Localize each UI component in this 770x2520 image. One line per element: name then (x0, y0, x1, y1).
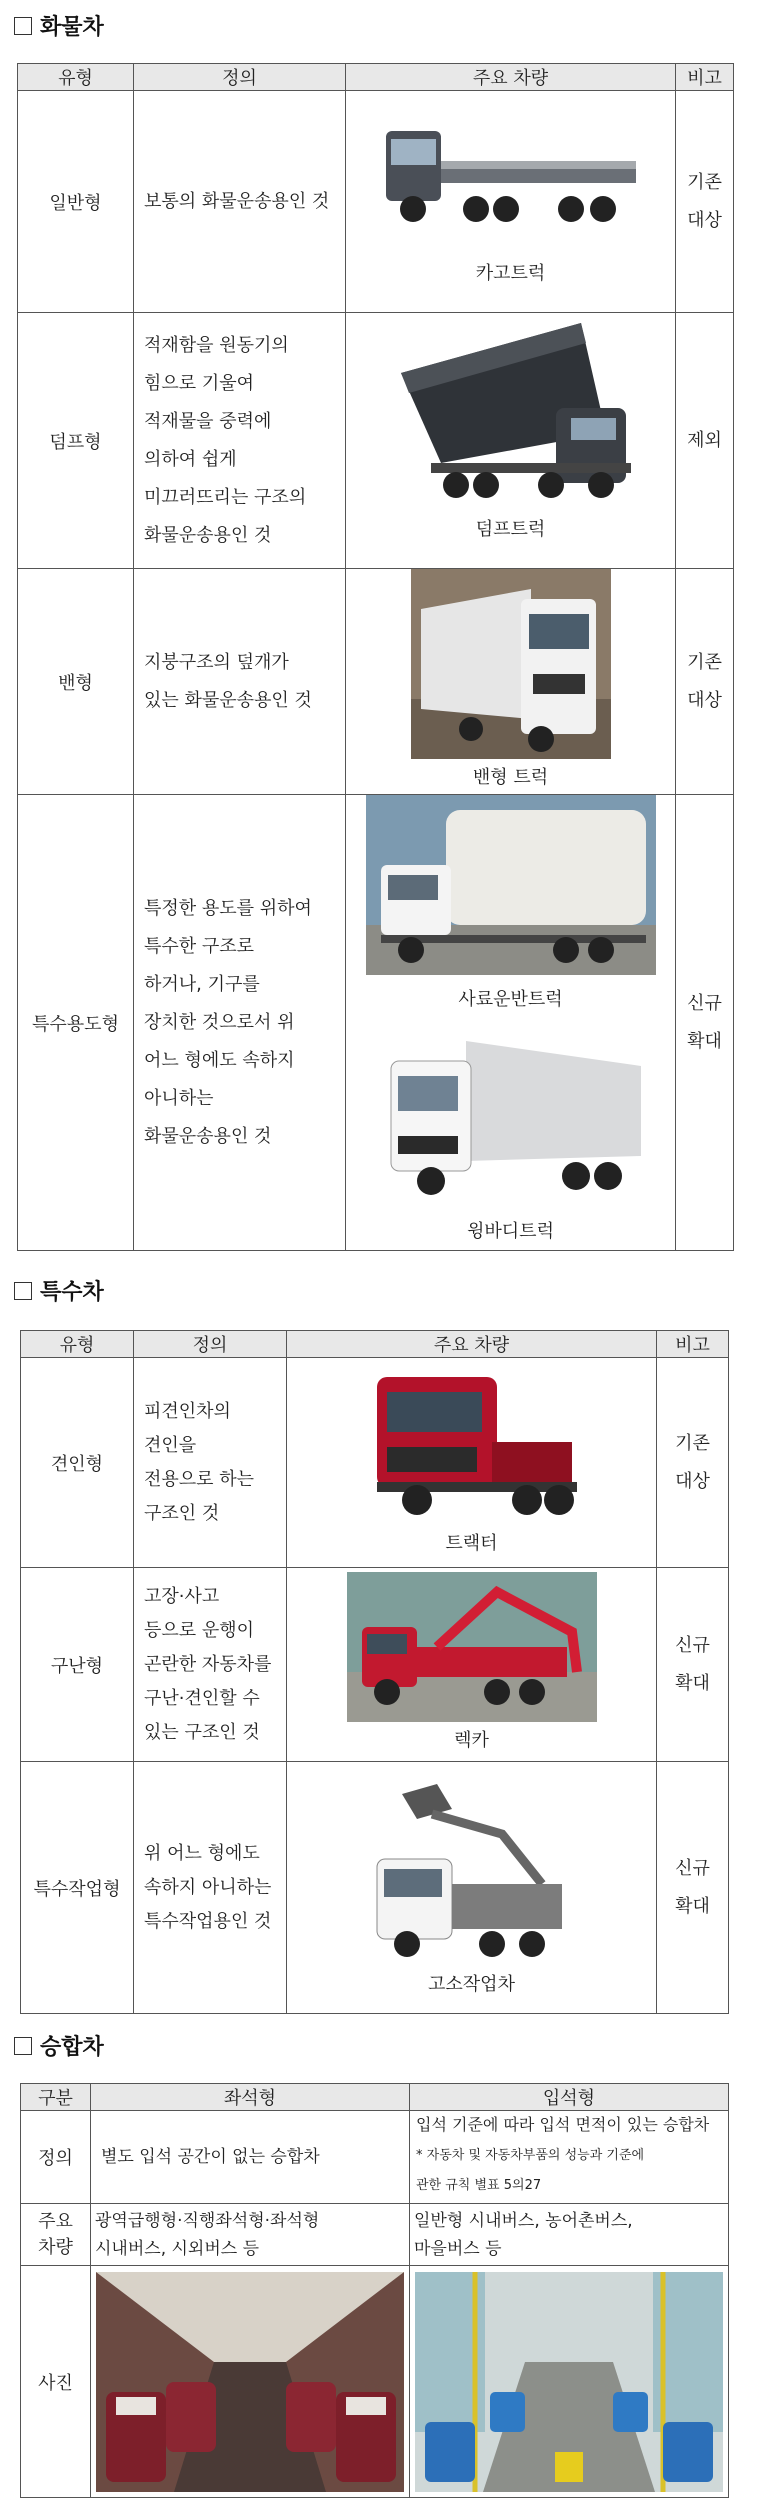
vehicle-caption: 트랙터 (445, 1533, 498, 1554)
row-definition: 적재함을 원동기의 힘으로 기울여 적재물을 중력에 의하여 쉽게 미끄러뜨리는 구조의 화물운송용인 것 (134, 313, 346, 569)
row-vehicle-cell (346, 313, 676, 569)
aerial-work-truck-image (362, 1774, 582, 1964)
table-header-row (21, 2084, 729, 2111)
vehicle-caption: 사료운반트럭 (458, 989, 563, 1010)
standing-main-vehicles: 일반형 시내버스, 농어촌버스, 마을버스 등 (410, 2204, 729, 2266)
row-note: 기존 대상 (657, 1358, 729, 1568)
header-note: 비고 (657, 1331, 729, 1358)
standing-photo-cell (410, 2266, 729, 2498)
row-definition: 특정한 용도를 위하여 특수한 구조로 하거나, 기구를 장치한 것으로서 위 어느 형에도 속하지 아니하는 화물운송용인 것 (134, 795, 346, 1251)
row-vehicle-cell (346, 91, 676, 313)
row-definition: 피견인차의 견인을 전용으로 하는 구조인 것 (134, 1358, 287, 1568)
vehicle-caption: 렉카 (454, 1730, 489, 1751)
seat-definition: 별도 입석 공간이 없는 승합차 (91, 2111, 410, 2204)
table-row (18, 569, 734, 795)
table-row (18, 795, 734, 1251)
table-header-row (18, 64, 734, 91)
row-note: 기존 대상 (676, 569, 734, 795)
row-label-photo: 사진 (21, 2266, 91, 2498)
seat-bus-interior-image (96, 2272, 404, 2492)
vehicle-caption: 카고트럭 (475, 263, 546, 284)
row-definition: 고장·사고 등으로 운행이 곤란한 자동차를 구난·견인할 수 있는 구조인 것 (134, 1568, 287, 1762)
row-note: 신규 확대 (676, 795, 734, 1251)
cargo-truck-image (371, 91, 651, 251)
vehicle-caption: 덤프트럭 (475, 519, 546, 540)
checkbox-square-icon (14, 17, 32, 35)
van-table (20, 2083, 729, 2498)
standing-definition-note: * 자동차 및 자동차부품의 성능과 기준에 관한 규칙 별표 5의27 (416, 2148, 645, 2193)
vehicle-caption: 고소작업차 (428, 1974, 515, 1995)
row-label-definition: 정의 (21, 2111, 91, 2204)
standing-definition-cell (410, 2111, 729, 2204)
wing-body-truck-image (376, 1031, 646, 1201)
header-vehicle: 주요 차량 (287, 1331, 657, 1358)
row-type: 견인형 (21, 1358, 134, 1568)
row-definition: 위 어느 형에도 속하지 아니하는 특수작업용인 것 (134, 1762, 287, 2014)
table-row (21, 2204, 729, 2266)
row-label-main: 주요 차량 (21, 2204, 91, 2266)
header-definition: 정의 (134, 1331, 287, 1358)
row-definition: 보통의 화물운송용인 것 (134, 91, 346, 313)
feed-truck-image (366, 795, 656, 975)
table-row (21, 1358, 729, 1568)
seat-main-vehicles: 광역급행형·직행좌석형·좌석형 시내버스, 시외버스 등 (91, 2204, 410, 2266)
header-standing-type: 입석형 (410, 2084, 729, 2111)
header-type: 유형 (21, 1331, 134, 1358)
row-note: 신규 확대 (657, 1762, 729, 2014)
section-title-van: 승합차 (14, 2030, 104, 2061)
van-truck-image (411, 569, 611, 759)
vehicle-caption: 윙바디트럭 (467, 1221, 554, 1242)
seat-photo-cell (91, 2266, 410, 2498)
table-row (21, 1568, 729, 1762)
vehicle-caption: 밴형 트럭 (472, 767, 549, 788)
row-vehicle-cell (346, 569, 676, 795)
row-note: 기존 대상 (676, 91, 734, 313)
standing-bus-interior-image (415, 2272, 723, 2492)
dump-truck-image (361, 313, 661, 513)
row-type: 구난형 (21, 1568, 134, 1762)
table-row (21, 2111, 729, 2204)
section-title-special: 특수차 (14, 1275, 104, 1306)
header-definition: 정의 (134, 64, 346, 91)
header-seat-type: 좌석형 (91, 2084, 410, 2111)
row-vehicle-cell (287, 1358, 657, 1568)
checkbox-square-icon (14, 1282, 32, 1300)
row-type: 밴형 (18, 569, 134, 795)
header-vehicle: 주요 차량 (346, 64, 676, 91)
table-row (18, 313, 734, 569)
row-vehicle-cell (287, 1568, 657, 1762)
table-row (21, 1762, 729, 2014)
row-vehicle-cell (287, 1762, 657, 2014)
table-header-row (21, 1331, 729, 1358)
row-note: 신규 확대 (657, 1568, 729, 1762)
special-table (20, 1330, 729, 2014)
header-note: 비고 (676, 64, 734, 91)
cargo-table (17, 63, 734, 1251)
row-type: 덤프형 (18, 313, 134, 569)
section-title-cargo: 화물차 (14, 10, 104, 41)
row-definition: 지붕구조의 덮개가 있는 화물운송용인 것 (134, 569, 346, 795)
header-type: 유형 (18, 64, 134, 91)
row-type: 일반형 (18, 91, 134, 313)
tow-truck-image (347, 1572, 597, 1722)
standing-definition: 입석 기준에 따라 입석 면적이 있는 승합차 (416, 2115, 710, 2134)
table-row (18, 91, 734, 313)
tractor-truck-image (357, 1362, 587, 1527)
header-category: 구분 (21, 2084, 91, 2111)
row-note: 제외 (676, 313, 734, 569)
table-row (21, 2266, 729, 2498)
row-vehicle-cell (346, 795, 676, 1251)
row-type: 특수용도형 (18, 795, 134, 1251)
checkbox-square-icon (14, 2037, 32, 2055)
row-type: 특수작업형 (21, 1762, 134, 2014)
